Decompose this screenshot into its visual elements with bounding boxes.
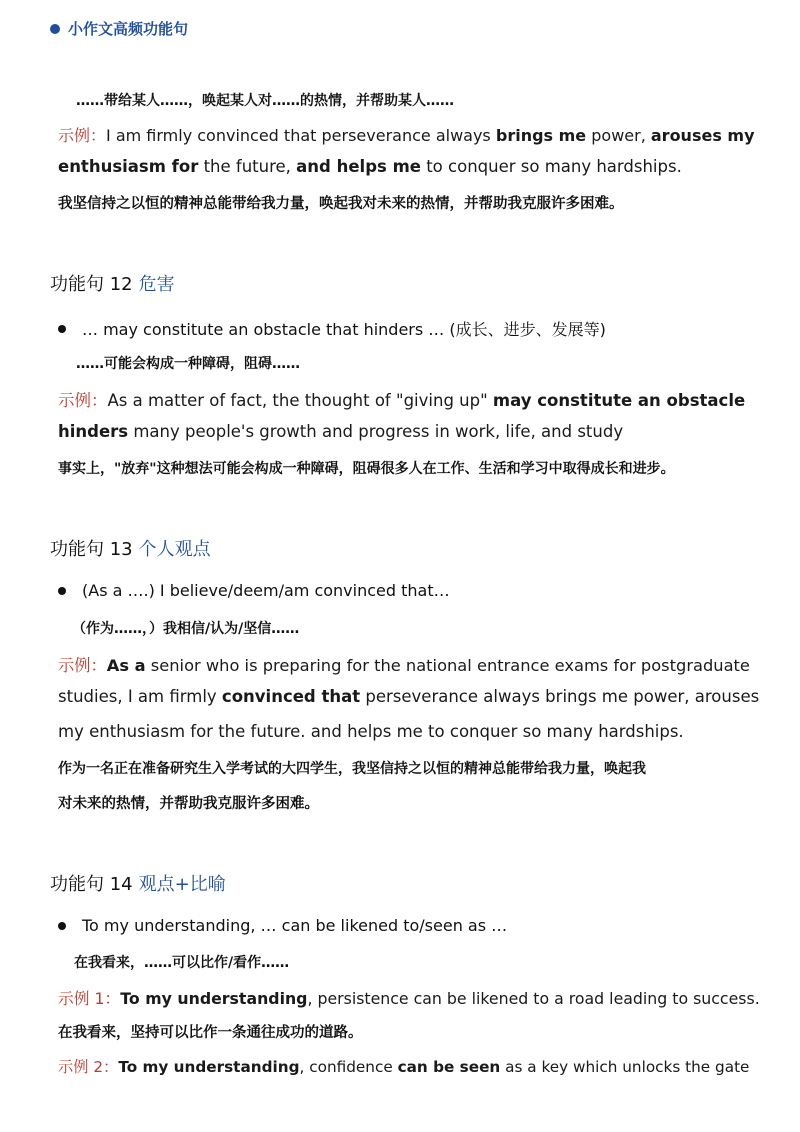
intro-pattern: ……带给某人……，唤起某人对……的热情，并帮助某人…… <box>76 93 454 109</box>
text: As a matter of fact, the thought of "giving up" <box>107 391 493 410</box>
text-bold: As a <box>106 656 146 675</box>
text: perseverance always brings me power, arouses <box>360 687 760 706</box>
section-number: 功能句 14 <box>50 874 133 895</box>
s12-pattern-zh: ……可能会构成一种障碍，阻碍…… <box>76 356 300 372</box>
s13-example-line-3: my enthusiasm for the future. and helps me to conquer so many hardships. <box>58 722 684 741</box>
example-label: 示例： <box>58 126 107 145</box>
section-heading-14 <box>50 870 226 896</box>
page-header <box>50 18 188 39</box>
text-bold: can be seen <box>397 1058 501 1076</box>
text-bold: hinders <box>58 422 129 441</box>
section-heading-13 <box>50 535 211 561</box>
bullet-dot-icon <box>50 24 60 34</box>
s12-example-line-1 <box>58 387 760 411</box>
s14-example1-line <box>58 986 760 1009</box>
intro-example-line-2 <box>58 157 760 176</box>
s12-bullet <box>58 317 606 340</box>
s14-example1-zh: 在我看来，坚持可以比作一条通往成功的道路。 <box>58 1025 363 1041</box>
s13-example-line-2 <box>58 687 760 706</box>
example-label: 示例： <box>58 391 108 410</box>
bullet-icon <box>58 325 66 333</box>
bullet-icon <box>58 587 66 595</box>
text: the future, <box>198 157 297 176</box>
text: many people's growth and progress in work, life, and study <box>128 422 624 441</box>
s14-bullet <box>58 916 507 935</box>
section-number: 功能句 12 <box>50 274 133 295</box>
s14-example2-line <box>58 1055 760 1077</box>
text-bold: arouses my <box>650 126 755 145</box>
section-topic: 个人观点 <box>138 539 211 560</box>
text-bold: To my understanding <box>118 1058 300 1076</box>
s13-pattern-zh: （作为……，）我相信/认为/坚信…… <box>72 621 300 637</box>
header-title: 小作文高频功能句 <box>68 20 189 38</box>
s13-example-line-1 <box>58 652 760 676</box>
bullet-icon <box>58 922 66 930</box>
text: as a key which unlocks the gate <box>500 1058 750 1076</box>
s12-example-line-2 <box>58 422 760 441</box>
s13-example-zh-2: 对未来的热情，并帮助我克服许多困难。 <box>58 796 319 812</box>
bullet-text: … may constitute an obstacle that hinders … (成长、进步、发展等) <box>82 320 606 339</box>
text: to conquer so many hardships. <box>420 157 682 176</box>
text: studies, I am firmly <box>58 687 222 706</box>
text: power, <box>586 126 651 145</box>
intro-example-line-1 <box>58 123 760 146</box>
s13-bullet <box>58 581 450 600</box>
section-heading-12 <box>50 270 175 296</box>
section-number: 功能句 13 <box>50 539 133 560</box>
text: I am firmly convinced that perseverance always <box>106 126 496 145</box>
text: senior who is preparing for the national entrance exams for postgraduate <box>145 656 750 675</box>
text: , confidence <box>299 1058 398 1076</box>
text-bold: brings me <box>495 126 587 145</box>
intro-example-zh: 我坚信持之以恒的精神总能带给我力量，唤起我对未来的热情，并帮助我克服许多困难。 <box>58 196 624 212</box>
example-label: 示例 2： <box>58 1058 119 1076</box>
s12-example-zh: 事实上，"放弃"这种想法可能会构成一种障碍，阻碍很多人在工作、生活和学习中取得成长和进步。 <box>58 461 675 477</box>
text: , persistence can be likened to a road leading to success. <box>307 989 760 1008</box>
text-bold: convinced that <box>221 687 361 706</box>
section-topic: 观点+比喻 <box>138 874 226 895</box>
text-bold: To my understanding <box>120 989 308 1008</box>
bullet-text: To my understanding, … can be likened to/seen as … <box>82 916 508 935</box>
text-bold: enthusiasm for <box>58 157 199 176</box>
example-label: 示例 1： <box>58 989 121 1008</box>
s13-example-zh-1: 作为一名正在准备研究生入学考试的大四学生，我坚信持之以恒的精神总能带给我力量，唤起我 <box>58 761 646 777</box>
text-bold: may constitute an obstacle <box>492 391 746 410</box>
example-label: 示例： <box>58 656 107 675</box>
section-topic: 危害 <box>138 274 175 295</box>
text-bold: and helps me <box>296 157 421 176</box>
s14-pattern-zh: 在我看来，……可以比作/看作…… <box>74 955 290 971</box>
bullet-text: (As a ….) I believe/deem/am convinced that… <box>82 581 450 600</box>
